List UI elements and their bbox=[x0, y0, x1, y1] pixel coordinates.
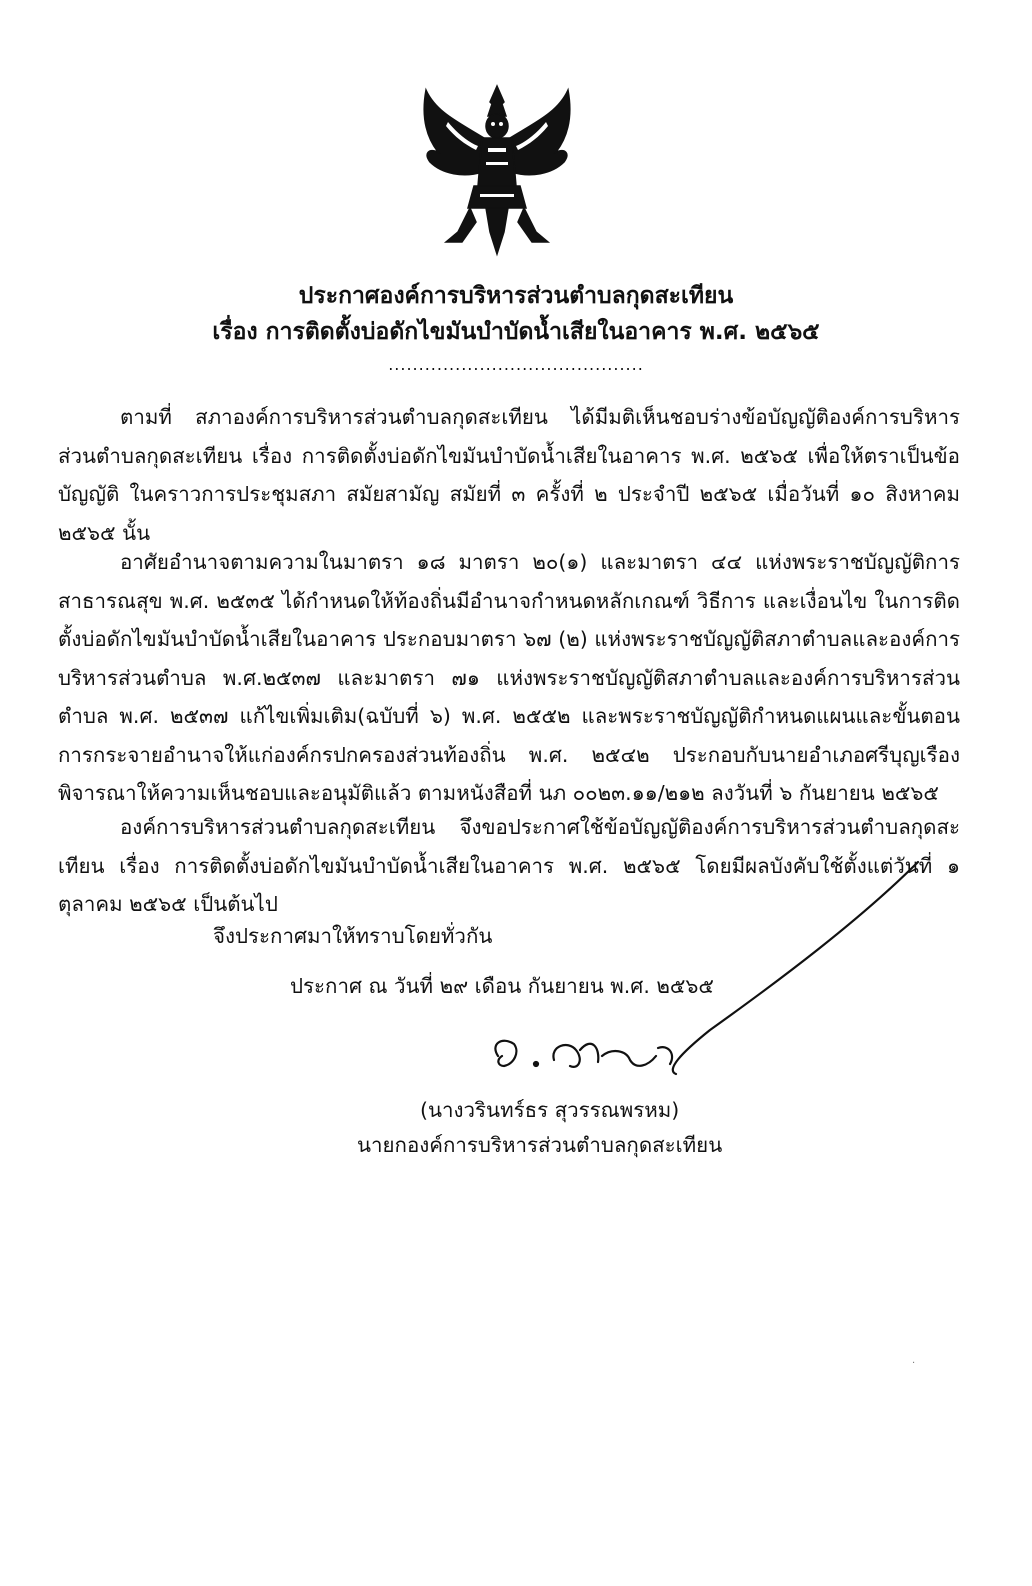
scan-speck: · bbox=[912, 1358, 916, 1369]
paragraph-resolution bbox=[58, 398, 960, 552]
closing-statement: จึงประกาศมาให้ทราบโดยทั่วกัน bbox=[213, 924, 493, 948]
signer-name: (นางวรินทร์ธร สุวรรณพรหม) bbox=[420, 1098, 680, 1122]
paragraph-legal-authority-text: อาศัยอำนาจตามความในมาตรา ๑๘ มาตรา ๒๐(๑) และมาตรา ๔๔ แห่งพระราชบัญญัติการสาธารณสุข พ.ศ. ๒๕๓๕ ได้กำหนดให้ท้องถิ่นมีอำนาจกำหนดหลักเกณฑ์ วิธีการ และเงื่อนไข ในการติดตั้งบ่อดักไขมันบำบัดน้ำเสียในอาคาร ประกอบมาตรา ๖๗ (๒) แห่งพระราชบัญญัติสภาตำบลและองค์การบริหารส่วนตำบล พ.ศ.๒๕๓๗ และมาตรา ๗๑ แห่งพระราชบัญญัติสภาตำบลและองค์การบริหารส่วนตำบล พ.ศ. ๒๕๓๗ แก้ไขเพิ่มเติม(ฉบับที่ ๖) พ.ศ. ๒๕๕๒ และพระราชบัญญัติกำหนดแผนและขั้นตอนการกระจายอำนาจให้แก่องค์กรปกครองส่วนท้องถิ่น พ.ศ. ๒๕๔๒ ประกอบกับนายอำเภอศรีบุญเรือง พิจารณาให้ความเห็นชอบและอนุมัติแล้ว ตามหนังสือที่ นภ ๐๐๒๓.๑๑/๒๑๒ ลงวันที่ ๖ กันยายน ๒๕๖๕ bbox=[58, 550, 960, 805]
paragraph-resolution-text: ตามที่ สภาองค์การบริหารส่วนตำบลกุดสะเทียน ได้มีมติเห็นชอบร่างข้อบัญญัติองค์การบริหารส่วนตำบลกุดสะเทียน เรื่อง การติดตั้งบ่อดักไขมันบำบัดน้ำเสียในอาคาร พ.ศ. ๒๕๖๕ เพื่อให้ตราเป็นข้อบัญญัติ ในคราวการประชุมสภา สมัยสามัญ สมัยที่ ๓ ครั้งที่ ๒ ประจำปี ๒๕๖๕ เมื่อวันที่ ๑๐ สิงหาคม ๒๕๖๕ นั้น bbox=[58, 405, 960, 545]
paragraph-legal-authority bbox=[58, 543, 960, 813]
announcement-date: ประกาศ ณ วันที่ ๒๙ เดือน กันยายน พ.ศ. ๒๕๖๕ bbox=[290, 974, 714, 998]
document-subject: เรื่อง การติดตั้งบ่อดักไขมันบำบัดน้ำเสียในอาคาร พ.ศ. ๒๕๖๕ bbox=[212, 319, 820, 345]
paragraph-enactment-text: องค์การบริหารส่วนตำบลกุดสะเทียน จึงขอประกาศใช้ข้อบัญญัติองค์การบริหารส่วนตำบลกุดสะเทียน เรื่อง การติดตั้งบ่อดักไขมันบำบัดน้ำเสียในอาคาร พ.ศ. ๒๕๖๕ โดยมีผลบังคับใช้ตั้งแต่วันที่ ๑ ตุลาคม ๒๕๖๕ เป็นต้นไป bbox=[58, 815, 960, 916]
title-separator: .......................................... bbox=[388, 355, 644, 374]
handwritten-signature-icon bbox=[480, 860, 960, 1120]
signer-title: นายกองค์การบริหารส่วนตำบลกุดสะเทียน bbox=[357, 1133, 723, 1157]
garuda-emblem-icon bbox=[418, 82, 576, 260]
document-title: ประกาศองค์การบริหารส่วนตำบลกุดสะเทียน bbox=[298, 283, 734, 309]
